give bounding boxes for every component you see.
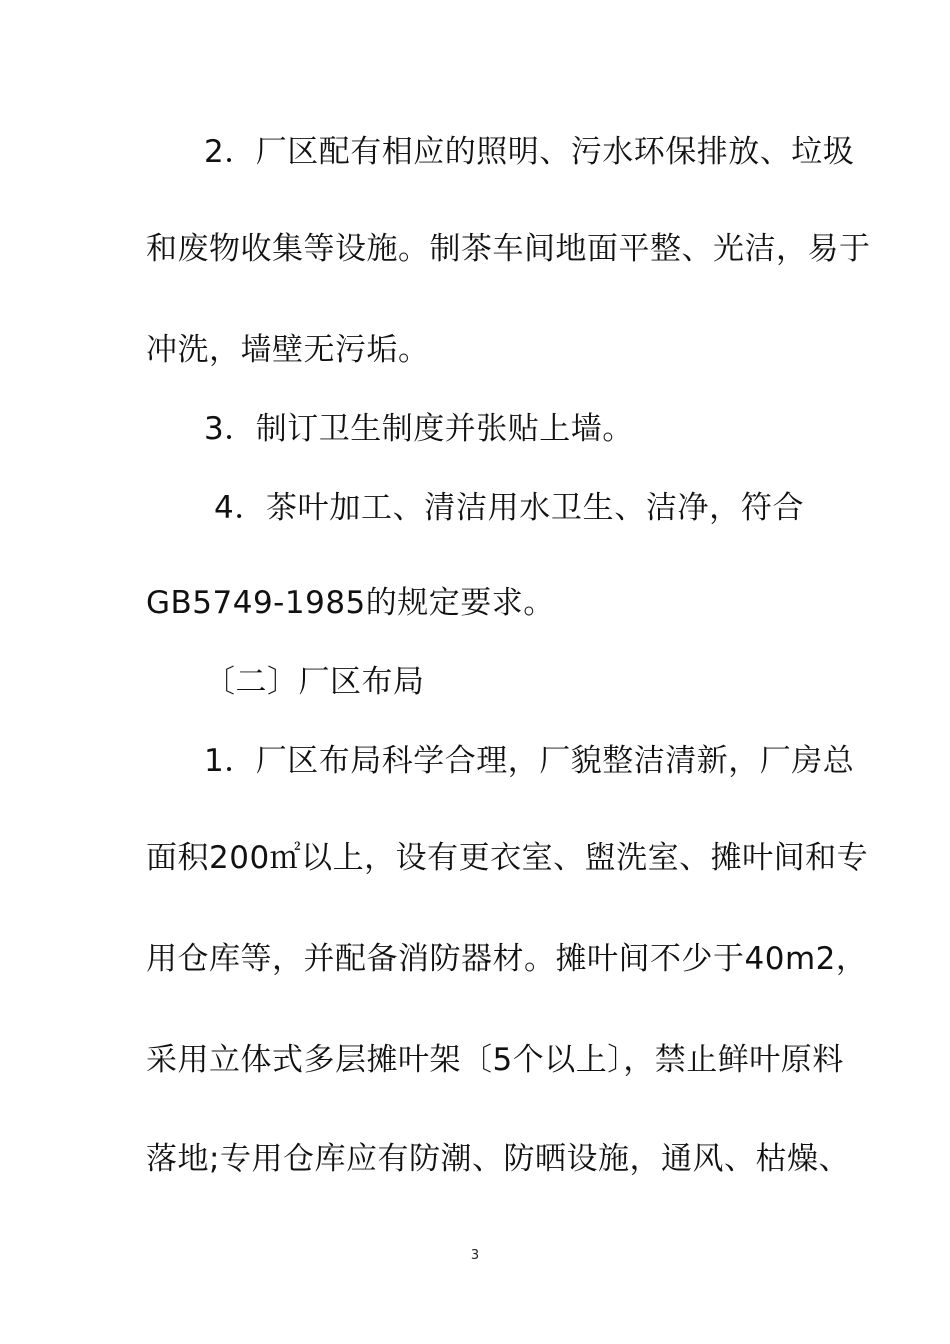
text-line: 3．制订卫生制度并张贴上墙。 (204, 411, 634, 447)
text-line: GB5749-1985的规定要求。 (146, 585, 555, 621)
text-line: 和废物收集等设施。制茶车间地面平整、光洁，易于 (146, 231, 871, 267)
text-line: 落地;专用仓库应有防潮、防晒设施，通风、枯燥、 (146, 1141, 850, 1177)
page-number: 3 (470, 1248, 480, 1263)
text-line: 面积200㎡以上，设有更衣室、盥洗室、摊叶间和专 (146, 840, 869, 876)
section-heading: 〔二〕厂区布局 (204, 664, 425, 700)
text-line: 采用立体式多层摊叶架〔5个以上〕，禁止鲜叶原料 (146, 1042, 844, 1078)
text-line: 4．茶叶加工、清洁用水卫生、洁净，符合 (214, 490, 804, 526)
text-line: 用仓库等，并配备消防器材。摊叶间不少于40m2， (146, 941, 868, 977)
text-line: 冲洗，墙壁无污垢。 (146, 332, 430, 368)
text-line: 1．厂区布局科学合理，厂貌整洁清新，厂房总 (204, 743, 855, 779)
text-line: 2．厂区配有相应的照明、污水环保排放、垃圾 (204, 134, 855, 170)
